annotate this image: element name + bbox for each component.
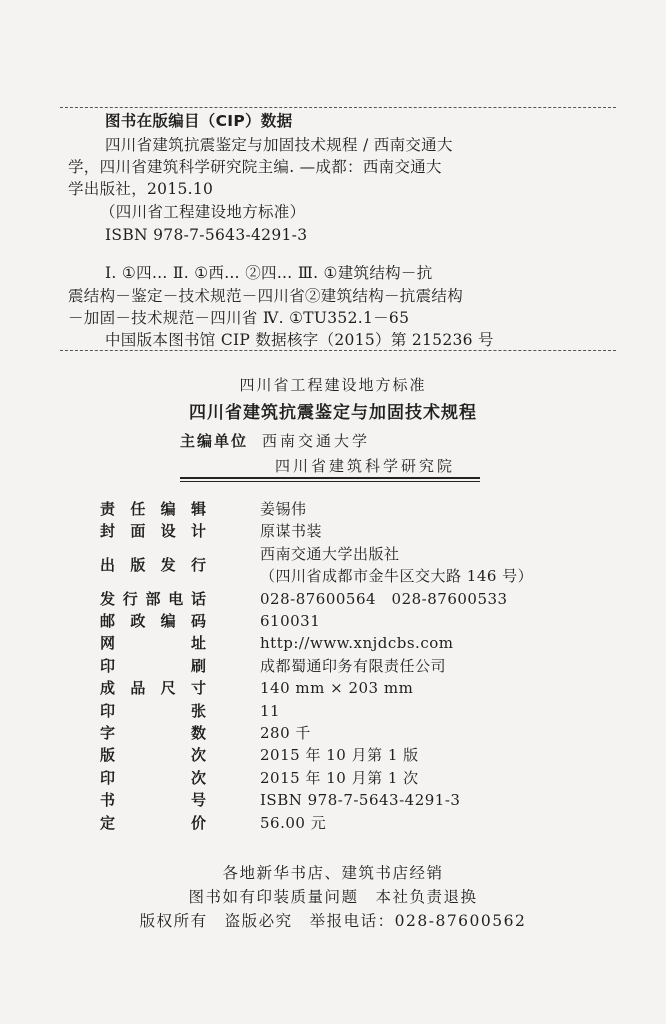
spec-label: 网 址 xyxy=(100,634,206,653)
spec-value: 028-87600564 028-87600533 xyxy=(260,589,508,608)
spec-label: 印 张 xyxy=(100,701,206,720)
spec-label: 出 版 发 行 xyxy=(100,556,206,574)
spec-value: 56.00 元 xyxy=(260,813,327,832)
spec-row xyxy=(100,498,620,520)
spec-row xyxy=(100,610,620,632)
spec-label: 邮 政 编 码 xyxy=(100,612,206,631)
divider-rule xyxy=(180,477,480,479)
editor-name: 四川省建筑科学研究院 xyxy=(275,457,456,475)
spec-row xyxy=(100,655,620,677)
spec-label: 成 品 尺 寸 xyxy=(100,679,206,698)
copyright-note: 版权所有 盗版必究 举报电话：028-87600562 xyxy=(139,912,527,930)
spec-value: 姜锡伟 xyxy=(260,500,307,518)
spec-value: 2015 年 10 月第 1 次 xyxy=(260,768,419,787)
spec-value: 西南交通大学出版社 （四川省成都市金牛区交大路 146 号） xyxy=(260,544,534,586)
spec-value: 610031 xyxy=(260,612,321,631)
quality-note: 图书如有印装质量问题 本社负责退换 xyxy=(188,888,478,906)
spec-row xyxy=(100,520,620,542)
cip-bottom-rule xyxy=(60,350,616,351)
spec-row xyxy=(100,767,620,789)
cip-line: －加固－技术规范－四川省 Ⅳ. ①TU352.1－65 xyxy=(68,309,410,327)
spec-label: 版 次 xyxy=(100,746,206,765)
series-name: 四川省工程建设地方标准 xyxy=(239,376,427,394)
editor-name: 西南交通大学 xyxy=(262,432,371,450)
spec-row xyxy=(100,588,620,610)
spec-row xyxy=(100,722,620,744)
book-title: 四川省建筑抗震鉴定与加固技术规程 xyxy=(189,403,477,423)
spec-row xyxy=(100,700,620,722)
cip-line: 中国版本图书馆 CIP 数据核字（2015）第 215236 号 xyxy=(105,331,494,349)
spec-label: 封 面 设 计 xyxy=(100,522,206,541)
spec-value: 140 mm × 203 mm xyxy=(260,679,414,698)
spec-row xyxy=(100,543,620,588)
spec-value: 280 千 xyxy=(260,724,311,743)
cip-line: （四川省工程建设地方标准） xyxy=(100,203,306,221)
spec-value: 2015 年 10 月第 1 版 xyxy=(260,746,419,765)
spec-row xyxy=(100,677,620,699)
cip-line: 四川省建筑抗震鉴定与加固技术规程 / 西南交通大 xyxy=(105,136,453,154)
cip-line: 学出版社，2015.10 xyxy=(68,180,214,198)
spec-value: ISBN 978-7-5643-4291-3 xyxy=(260,791,461,810)
cip-heading: 图书在版编目（CIP）数据 xyxy=(105,112,293,130)
cip-line: 学，四川省建筑科学研究院主编. —成都：西南交通大 xyxy=(68,158,442,176)
spec-label: 责 任 编 辑 xyxy=(100,500,206,518)
cip-top-rule xyxy=(60,107,616,108)
spec-label: 印 次 xyxy=(100,768,206,787)
spec-row xyxy=(100,744,620,766)
spec-label: 字 数 xyxy=(100,724,206,743)
spec-label: 定 价 xyxy=(100,813,206,832)
spec-label: 印 刷 xyxy=(100,656,206,675)
spec-label: 发 行 部 电 话 xyxy=(100,589,206,608)
spec-value: http://www.xnjdcbs.com xyxy=(260,634,454,653)
cip-line: Ⅰ. ①四… Ⅱ. ①西… ②四… Ⅲ. ①建筑结构－抗 xyxy=(105,264,433,282)
distribution-note: 各地新华书店、建筑书店经销 xyxy=(222,864,444,882)
spec-value: 11 xyxy=(260,701,281,720)
divider-rule xyxy=(180,481,480,482)
spec-row xyxy=(100,812,620,834)
spec-value: 成都蜀通印务有限责任公司 xyxy=(260,656,447,675)
specs-table xyxy=(100,498,620,834)
spec-row xyxy=(100,632,620,654)
cip-line: 震结构－鉴定－技术规范－四川省②建筑结构－抗震结构 xyxy=(68,287,464,305)
editor-label: 主编单位 xyxy=(180,432,249,450)
cip-line: ISBN 978-7-5643-4291-3 xyxy=(105,226,308,244)
spec-row xyxy=(100,789,620,811)
spec-label: 书 号 xyxy=(100,791,206,810)
spec-value: 原谋书装 xyxy=(260,522,323,541)
